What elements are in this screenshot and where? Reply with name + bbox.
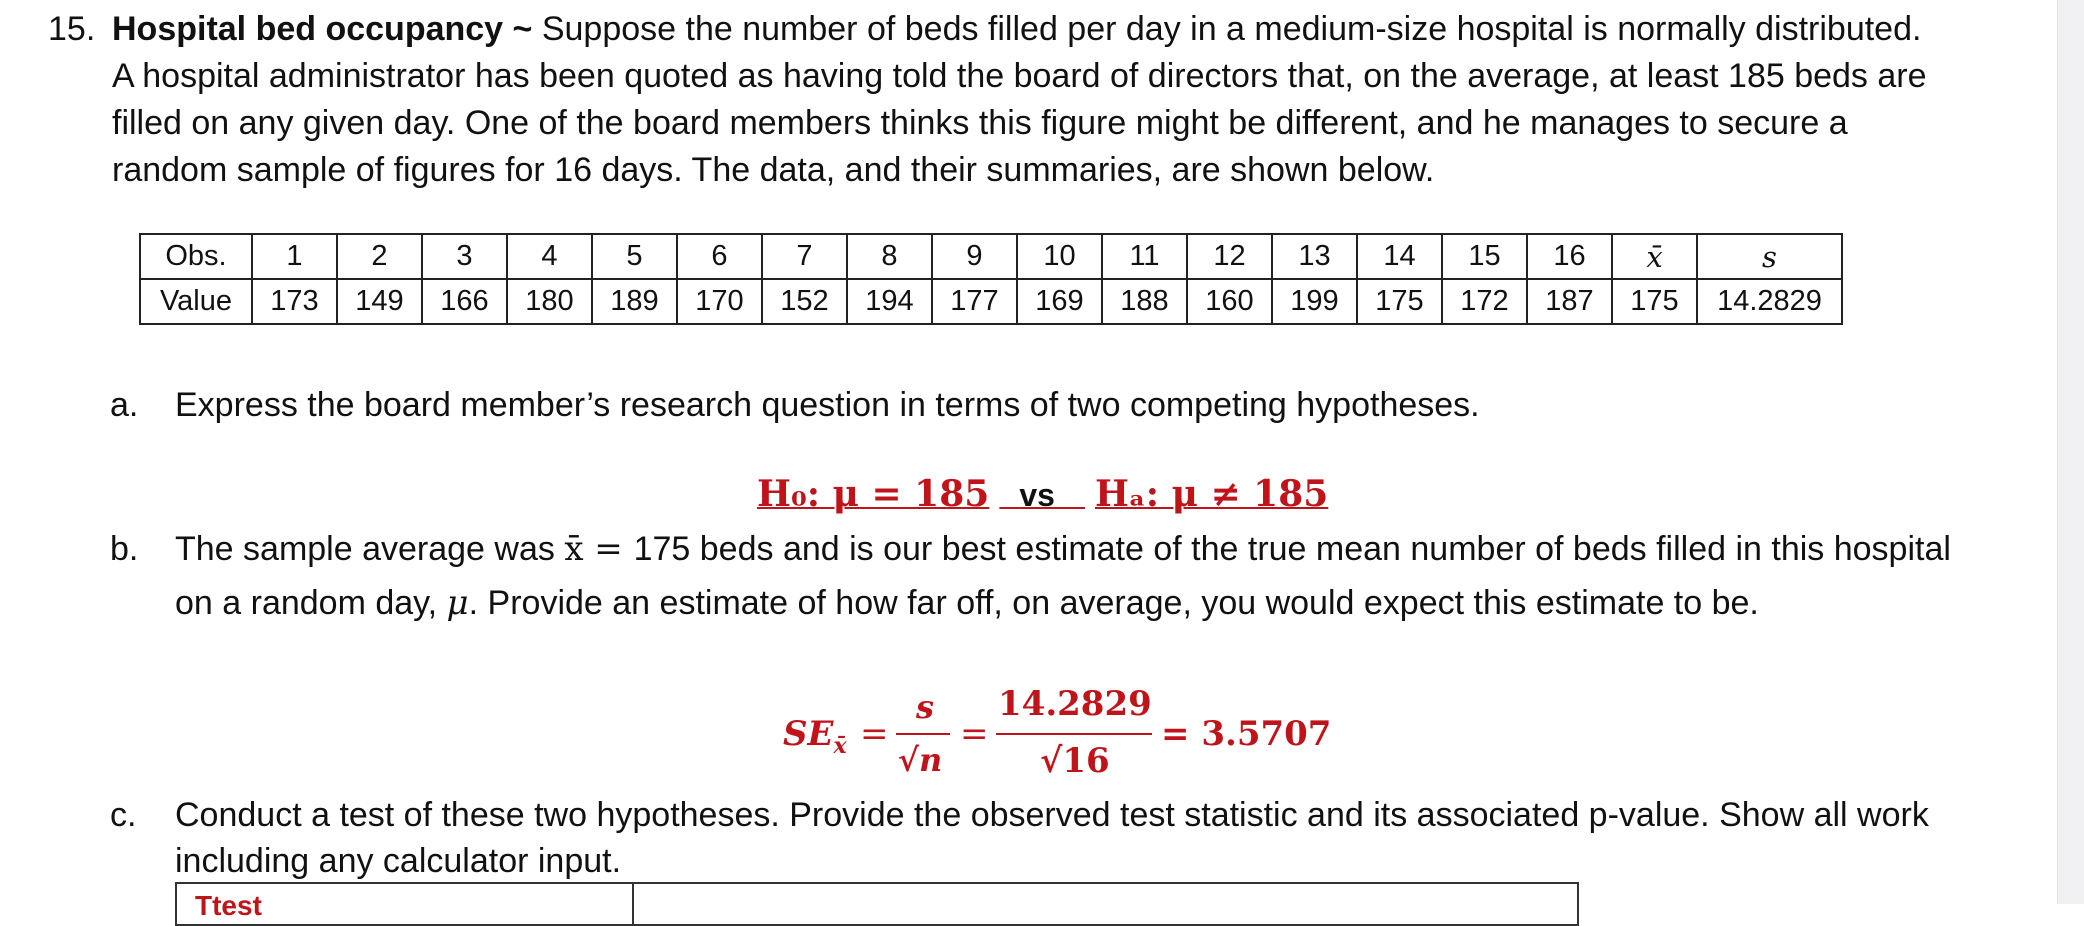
table-cell: 9	[932, 234, 1017, 279]
part-c	[110, 792, 1975, 884]
table-cell: 2	[337, 234, 422, 279]
table-cell: 5	[592, 234, 677, 279]
part-b-text-3: . Provide an estimate of how far off, on average, you would expect this estimate to be.	[468, 584, 1759, 622]
se-equals-2: =	[960, 714, 989, 754]
alternative-hypothesis: Hₐ: μ ≠ 185	[1095, 473, 1329, 515]
table-row-value	[140, 279, 1842, 324]
table-cell: 169	[1017, 279, 1102, 324]
part-b-label: b.	[110, 530, 139, 568]
table-row-obs	[140, 234, 1842, 279]
fraction-line-2	[996, 733, 1152, 735]
part-b-xbar: x̄ =	[564, 529, 634, 569]
table-cell: 15	[1442, 234, 1527, 279]
table-cell: 173	[252, 279, 337, 324]
se-numerator-1: s	[916, 688, 935, 726]
se-subscript: x̄	[833, 732, 847, 759]
se-lhs	[783, 714, 847, 759]
vs-label: vs	[1019, 477, 1055, 513]
table-cell: 12	[1187, 234, 1272, 279]
part-c-text: Conduct a test of these two hypotheses. Provide the observed test statistic and its associated p-value. Show all work including any calculator input.	[175, 796, 1929, 880]
part-b-text	[175, 522, 1975, 630]
table-cell: 177	[932, 279, 1017, 324]
problem-15	[48, 6, 1948, 194]
table-cell: 189	[592, 279, 677, 324]
fraction-line-1	[896, 733, 950, 735]
table-header-value: Value	[140, 279, 252, 324]
problem-statement	[112, 6, 1948, 194]
se-numerator-2: 14.2829	[998, 684, 1152, 724]
problem-text: Suppose the number of beds filled per day in a medium-size hospital is normally distributed. A hospital administrator has been quoted as having told the board of directors that, on the average, at least 185 beds are filled on any given day. One of the board members thinks this figure might be different, and he manages to secure a random sample of figures for 16 days. The data, and their summaries, are shown below.	[112, 10, 1927, 189]
se-denominator-2: √16	[1040, 741, 1110, 781]
table-cell: 3	[422, 234, 507, 279]
table-cell: 187	[1527, 279, 1612, 324]
table-header-xbar: x̄	[1612, 234, 1697, 279]
table-cell: 170	[677, 279, 762, 324]
part-a-text: Express the board member’s research question in terms of two competing hypotheses.	[175, 386, 1480, 424]
table-cell: 166	[422, 279, 507, 324]
part-b-text-2: 175 beds and is our best estimate of the true mean number of beds filled in this hospital on a random day,	[175, 530, 1951, 622]
table-cell: 10	[1017, 234, 1102, 279]
se-denominator-1: √n	[898, 741, 943, 779]
table-cell: 16	[1527, 234, 1612, 279]
table-cell: 13	[1272, 234, 1357, 279]
vertical-scrollbar[interactable]	[2057, 0, 2084, 904]
answer-box-divider	[632, 884, 634, 924]
table-cell: 14	[1357, 234, 1442, 279]
se-result: = 3.5707	[1161, 714, 1332, 754]
table-cell: 199	[1272, 279, 1357, 324]
table-cell: 7	[762, 234, 847, 279]
table-cell: 8	[847, 234, 932, 279]
table-cell: 6	[677, 234, 762, 279]
table-cell: 4	[507, 234, 592, 279]
table-header-obs: Obs.	[140, 234, 252, 279]
table-cell: 175	[1357, 279, 1442, 324]
data-table	[139, 233, 1843, 325]
table-cell: 188	[1102, 279, 1187, 324]
part-a	[110, 378, 1975, 432]
table-cell: 172	[1442, 279, 1527, 324]
table-cell: 152	[762, 279, 847, 324]
part-b-text-1: The sample average was	[175, 530, 565, 568]
ttest-label: Ttest	[195, 890, 262, 921]
table-cell: 11	[1102, 234, 1187, 279]
table-cell: 180	[507, 279, 592, 324]
part-c-label: c.	[110, 796, 137, 834]
problem-number: 15.	[48, 10, 96, 48]
part-b	[110, 522, 1975, 630]
table-cell-s: 14.2829	[1697, 279, 1842, 324]
problem-title: Hospital bed occupancy ~	[112, 10, 533, 48]
part-a-label: a.	[110, 386, 139, 424]
hypotheses-answer	[757, 473, 1328, 515]
table-header-s: s	[1697, 234, 1842, 279]
se-equals-1: =	[860, 714, 889, 754]
part-b-mu: μ	[446, 583, 469, 623]
table-cell-xbar: 175	[1612, 279, 1697, 324]
table-cell: 160	[1187, 279, 1272, 324]
table-cell: 194	[847, 279, 932, 324]
se-symbol: SE	[783, 714, 834, 754]
answer-box	[175, 882, 1579, 926]
table-cell: 1	[252, 234, 337, 279]
null-hypothesis: H₀: μ = 185	[757, 473, 990, 515]
table-cell: 149	[337, 279, 422, 324]
